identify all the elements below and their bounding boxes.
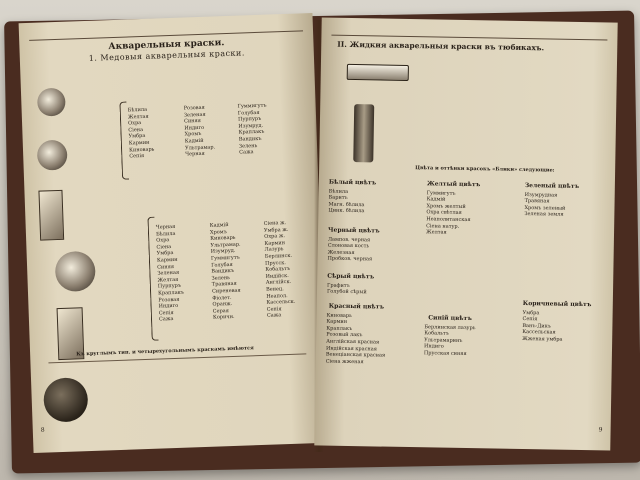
col-blue	[424, 315, 476, 357]
paint-disc-icon	[43, 377, 89, 423]
col-white-title: Бѣлый цвѣтъ	[328, 178, 377, 187]
col-brown-item: Кассельская	[522, 329, 556, 336]
col-brown-title: Коричневый цвѣтъ	[522, 300, 592, 309]
paint-bottle-icon	[353, 104, 374, 162]
col-red-item: Розовый лакъ	[326, 331, 363, 339]
col-red-item: Краплакъ	[326, 325, 353, 332]
col-grey-item: Графитъ	[327, 282, 350, 289]
col-yellow-item: Неаполитанская	[426, 216, 471, 224]
col-brown-item: Жженая умбра	[522, 335, 563, 343]
beetle-cake-icon	[55, 251, 96, 292]
col-yellow-item: Желтая	[425, 229, 447, 236]
left-page-heading: Акварельныя краски.	[108, 38, 225, 53]
col-red-item: Кармин	[326, 318, 348, 326]
col-yellow-item: Хромъ желтый	[426, 203, 466, 210]
col-brown-item: Ванъ-Дикъ	[522, 322, 552, 330]
col-white	[328, 180, 376, 216]
col-yellow-item: Охра свѣтлая	[426, 209, 462, 217]
col-grey-title: Сѣрый цвѣтъ	[327, 272, 375, 281]
right-page	[314, 17, 617, 450]
col-green-title: Зеленый цвѣтъ	[524, 182, 580, 190]
col-green-item: Травяная	[524, 198, 550, 205]
right-page-header	[331, 26, 607, 41]
paint-cake-round-icon	[37, 88, 66, 117]
right-page-number: 9	[598, 426, 603, 434]
col-brown-item: Умбра	[522, 309, 540, 316]
col-white-item: Цинк. бѣлила	[328, 207, 365, 215]
col-blue-item: Индиго	[423, 343, 444, 351]
col-grey	[327, 274, 374, 297]
col-yellow-item: Кадмій	[426, 196, 446, 203]
paint-tube-icon	[347, 64, 409, 81]
col-yellow-item: Гуммигутъ	[426, 189, 456, 197]
col-blue-item: Кобальтъ	[424, 330, 450, 337]
col-white-item: Магн. бѣлила	[328, 201, 365, 209]
col-red-item: Киноварь	[326, 312, 352, 319]
col-green	[524, 183, 579, 219]
price-line	[99, 373, 309, 386]
col-black	[327, 228, 379, 264]
col-black-title: Черный цвѣтъ	[327, 226, 380, 235]
col-green-item: Хромъ зеленый	[524, 204, 566, 212]
col-red-item: Сіена жженая	[325, 358, 364, 365]
left-page-number: 8	[40, 426, 45, 434]
tube-description	[417, 69, 607, 78]
col-white-item: Бѣлила	[328, 188, 349, 195]
left-color-list-5: Кадмій Хромъ Киноварь Ультрамар. Изумруд. Гуммигутъ Голубая Вандикъ Зелень Травяная Сиреневая Фіолет. Оранж. Серая Коричн.	[209, 222, 241, 321]
col-grey-item: Голубой сѣрый	[326, 288, 367, 296]
price-line	[100, 391, 310, 404]
left-color-list: Бѣлила Желтая Охра Сіена Умбра Кармин Киноварь Сепія	[127, 106, 155, 160]
col-red-title: Красный цвѣтъ	[328, 302, 385, 311]
col-yellow	[426, 181, 480, 237]
col-black-item: Пробков. черная	[327, 255, 373, 263]
col-red-item: Венеціанская красная	[325, 351, 386, 359]
col-red-item: Индійская красная	[325, 345, 377, 353]
left-color-list-4: Черная Бѣлила Охра Сіена Умбра Кармин Синяя Зеленая Желтая Пурпуръ Краплакъ Розовая Индиго Сепія Сажа	[155, 223, 185, 323]
left-color-list-2: Розовая Зеленая Синяя Индиго Хромъ Кадмій Ультрамар. Черная	[183, 104, 216, 158]
col-blue-item: Прусская синяя	[423, 350, 467, 357]
col-yellow-item: Сіена натур.	[426, 222, 460, 230]
col-blue-item: Берлинская лазурь	[424, 323, 476, 331]
right-page-heading: II. Жидкия акварельныя краски въ тюбикахъ.	[337, 39, 545, 53]
col-brown	[522, 301, 591, 344]
right-note-line: Цвѣта и оттѣнки красокъ «Блики» следующие:	[415, 165, 555, 174]
col-white-item: Баритъ	[328, 194, 348, 202]
col-blue-title: Синій цвѣтъ	[428, 314, 472, 323]
col-black-item: Лампов. черная	[327, 236, 371, 243]
bottle-description	[400, 119, 604, 129]
col-green-item: Зеленая земля	[524, 211, 564, 219]
left-page-subheading: 1. Медовыя акварельныя краски.	[88, 48, 246, 63]
col-blue-item: Ультрамаринъ	[424, 337, 463, 344]
paint-tablet-icon	[38, 190, 64, 241]
col-red	[326, 304, 386, 366]
left-footer-title: Къ круглымъ тип. и четырехугольнымъ краскамъ имѣются	[76, 345, 254, 358]
col-brown-item: Сепія	[522, 316, 538, 323]
col-black-item: Слоновая кость	[327, 242, 370, 250]
left-page	[19, 13, 328, 453]
col-black-item: Железная	[327, 249, 355, 256]
left-color-list-6: Сіена ж. Умбра ж. Охра ж. Кармин Лазурь Берлинск. Прусск. Кобальтъ Индійск. Англійск. Венец. Неапол. Кассельск. Сепія Сажа	[263, 220, 296, 320]
col-green-item: Изумрудная	[524, 191, 558, 199]
col-red-item: Англійская красная	[326, 338, 380, 346]
paint-cake-round-icon-2	[37, 140, 68, 171]
col-yellow-title: Желтый цвѣтъ	[426, 180, 481, 189]
left-color-list-3: Гуммигутъ Голубая Пурпуръ Изумруд. Краплакъ Вандикъ Зелень Сажа	[237, 102, 267, 156]
